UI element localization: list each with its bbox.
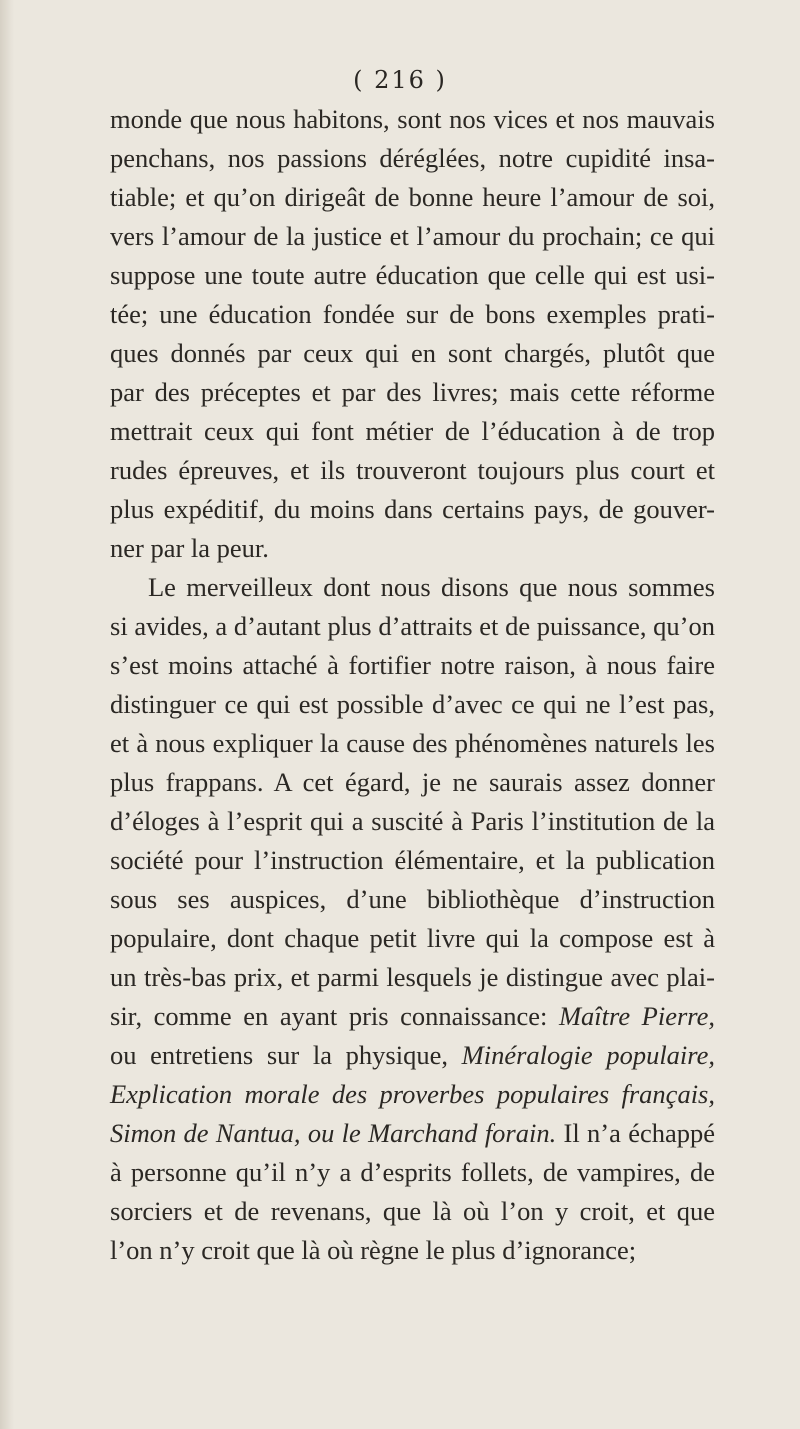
text-line: par des préceptes et par des livres; mais cette réforme [110,377,715,407]
text-line [110,997,715,1036]
text-line: rudes épreuves, et ils trouveront toujours plus court et [110,455,715,485]
text-line: vers l’amour de la justice et l’amour du prochain; ce qui [110,221,715,251]
book-title: Maître Pierre, [558,1001,716,1031]
text-line: populaire, dont chaque petit livre qui la compose est à [110,923,715,953]
book-title: Minéralogie populaire, [461,1040,716,1070]
page-number: ( 216 ) [353,66,447,94]
text-line: Le merveilleux dont nous disons que nous sommes [148,572,715,602]
text-fragment: ou entretiens sur la physique, [110,1040,448,1070]
text-line: plus frappans. A cet égard, je ne saurais assez donner [110,767,715,797]
text-line [110,1075,715,1114]
text-line: tée; une éducation fondée sur de bons exemples prati- [110,299,715,329]
text-line: mettrait ceux qui font métier de l’éducation à de trop [110,416,715,446]
book-title: Explication morale des proverbes populaires français, [110,1079,715,1109]
text-line: sorciers et de revenans, que là où l’on y croit, et que [110,1196,715,1226]
text-line: s’est moins attaché à fortifier notre raison, à nous faire [110,650,715,680]
body-text [110,100,715,1270]
text-line: à personne qu’il n’y a d’esprits follets, de vampires, de [110,1157,715,1187]
page-edge-shadow [0,0,14,1429]
text-line: distinguer ce qui est possible d’avec ce qui ne l’est pas, [110,689,715,719]
text-line: suppose une toute autre éducation que celle qui est usi- [110,260,715,290]
text-line: ner par la peur. [110,533,269,563]
text-line: monde que nous habitons, sont nos vices et nos mauvais [110,104,715,134]
text-line: un très-bas prix, et parmi lesquels je distingue avec plai- [110,962,715,992]
text-line: penchans, nos passions déréglées, notre cupidité insa- [110,143,715,173]
text-fragment: Il n’a échappé [563,1118,715,1148]
text-line: si avides, a d’autant plus d’attraits et de puissance, qu’on [110,611,715,641]
text-fragment: sir, comme en ayant pris connaissance: [110,1001,548,1031]
text-line: d’éloges à l’esprit qui a suscité à Paris l’institution de la [110,806,715,836]
text-line [110,1036,715,1075]
text-line [110,1114,715,1153]
text-line: et à nous expliquer la cause des phénomènes naturels les [110,728,715,758]
text-line: tiable; et qu’on dirigeât de bonne heure l’amour de soi, [110,182,715,212]
text-line: société pour l’instruction élémentaire, et la publication [110,845,715,875]
book-title: Simon de Nantua, ou le Marchand forain. [110,1118,557,1148]
text-line: plus expéditif, du moins dans certains pays, de gouver- [110,494,715,524]
text-line: sous ses auspices, d’une bibliothèque d’instruction [110,884,715,914]
text-line: l’on n’y croit que là où règne le plus d’ignorance; [110,1235,637,1265]
text-line: ques donnés par ceux qui en sont chargés, plutôt que [110,338,715,368]
